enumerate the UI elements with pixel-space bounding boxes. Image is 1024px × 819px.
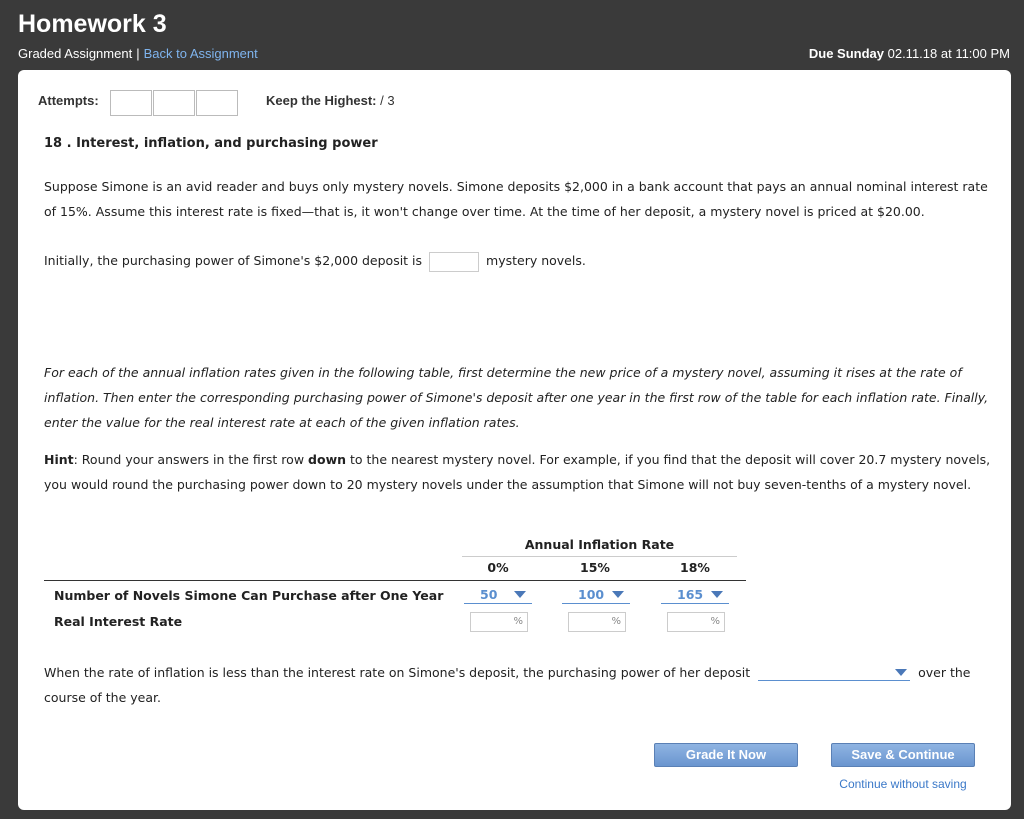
- attempts-label: Attempts:: [38, 93, 99, 108]
- caret-down-icon: [711, 591, 723, 598]
- inflation-table: [44, 530, 748, 640]
- table-header-divider: [462, 556, 737, 557]
- question-title: 18 . Interest, inflation, and purchasing power: [44, 136, 378, 151]
- final-suffix: over the course of the year.: [44, 665, 971, 705]
- back-to-assignment-link[interactable]: Back to Assignment: [143, 46, 258, 61]
- attempt-box: [110, 90, 152, 116]
- caret-down-icon: [612, 591, 624, 598]
- percent-symbol: %: [710, 616, 720, 627]
- keep-highest: [266, 93, 395, 108]
- attempt-boxes: [110, 90, 239, 116]
- percent-symbol: %: [611, 616, 621, 627]
- column-header-18: 18%: [680, 560, 710, 575]
- caret-down-icon: [895, 669, 907, 676]
- header-subtitle: [18, 46, 258, 61]
- attempt-box: [196, 90, 238, 116]
- question-panel: [18, 70, 1011, 810]
- final-question: [44, 660, 994, 710]
- hint-part1: : Round your answers in the first row: [73, 452, 305, 467]
- attempt-box: [153, 90, 195, 116]
- keep-value: / 3: [380, 93, 395, 108]
- initial-novels-input[interactable]: [429, 252, 479, 272]
- initial-purchasing-power: [44, 248, 994, 273]
- keep-label: Keep the Highest:: [266, 93, 377, 108]
- table-header: Annual Inflation Rate: [524, 537, 675, 552]
- initial-prefix: Initially, the purchasing power of Simone's $2,000 deposit is: [44, 253, 423, 268]
- percent-symbol: %: [513, 616, 523, 627]
- page-title: Homework 3: [18, 10, 167, 38]
- dropdown-value: 50: [480, 587, 498, 602]
- column-header-15: 15%: [580, 560, 610, 575]
- row-label-real-rate: Real Interest Rate: [54, 614, 183, 629]
- dropdown-value: 165: [677, 587, 704, 602]
- real-rate-input-0[interactable]: [470, 612, 528, 632]
- column-header-0: 0%: [487, 560, 509, 575]
- instructions-text: For each of the annual inflation rates given in the following table, first determine the new price of a mystery novel, assuming it rises at the rate of inflation. Then enter the corresponding purchasing power of Simone's deposit after one year in the first row of the table for each inflation rate. Finally, enter the value for the real interest rate at each of the given inflation rates.: [44, 365, 989, 430]
- due-date: [809, 46, 1010, 61]
- hint-text: [44, 447, 994, 497]
- hint-label: Hint: [44, 452, 74, 467]
- hint-part2: to the nearest mystery novel. For example, if you find that the deposit will cover 20.7 mystery novels, you would round the purchasing power down to 20 mystery novels under the assumption that Simone will not buy seven-tenths of a mystery novel.: [44, 452, 991, 492]
- novels-dropdown-0[interactable]: [464, 587, 532, 604]
- caret-down-icon: [514, 591, 526, 598]
- novels-dropdown-18[interactable]: [661, 587, 729, 604]
- grade-it-now-button[interactable]: Grade It Now: [654, 743, 798, 767]
- novels-dropdown-15[interactable]: [562, 587, 630, 604]
- row-label-novels: Number of Novels Simone Can Purchase after One Year: [54, 588, 444, 603]
- dropdown-value: 100: [578, 587, 605, 602]
- real-rate-input-15[interactable]: [568, 612, 626, 632]
- hint-bold: down: [308, 452, 347, 467]
- save-continue-button[interactable]: Save & Continue: [831, 743, 975, 767]
- header-separator: |: [136, 46, 140, 61]
- table-divider: [44, 580, 746, 581]
- due-prefix: Due Sunday: [808, 46, 884, 61]
- final-prefix: When the rate of inflation is less than the interest rate on Simone's deposit, the purchasing power of her deposit: [44, 665, 751, 680]
- due-datetime: 02.11.18 at 11:00 PM: [887, 46, 1010, 61]
- question-intro: Suppose Simone is an avid reader and buys only mystery novels. Simone deposits $2,000 in a bank account that pays an annual nominal interest rate of 15%. Assume this interest rate is fixed—that is, it won't change over time. At the time of her deposit, a mystery novel is priced at $20.00.: [44, 179, 988, 219]
- continue-without-saving-link[interactable]: Continue without saving: [839, 777, 967, 791]
- initial-suffix: mystery novels.: [486, 253, 586, 268]
- real-rate-input-18[interactable]: [667, 612, 725, 632]
- graded-label: Graded Assignment: [18, 46, 133, 61]
- purchasing-power-dropdown[interactable]: [758, 666, 910, 681]
